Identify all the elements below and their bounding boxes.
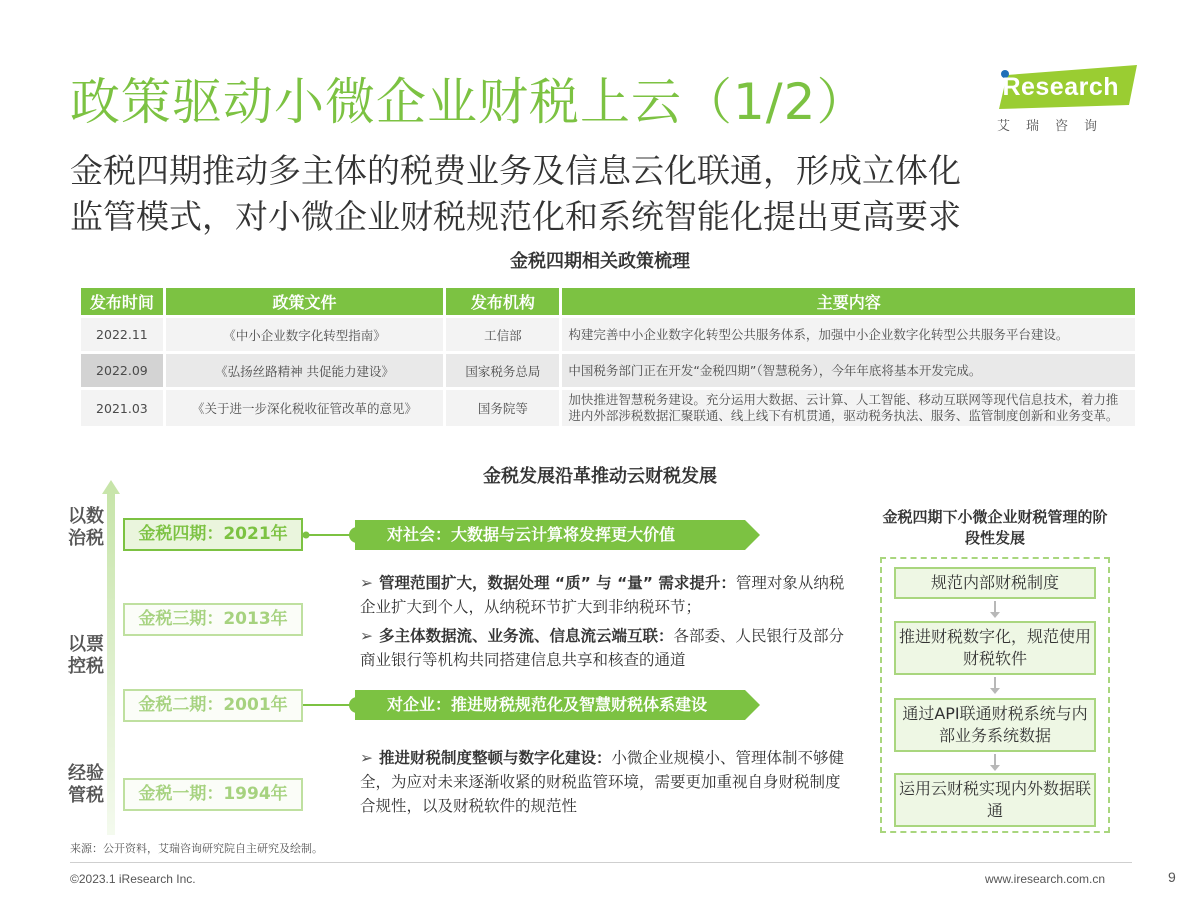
bullet-body: 管理对象从纳税企业扩大到个人，从纳税环节扩大到非纳税环节； — [360, 574, 845, 616]
table-row — [81, 354, 1135, 387]
bullet-multi-subject — [360, 624, 855, 672]
table-row — [81, 318, 1135, 351]
source-note: 来源：公开资料，艾瑞咨询研究院自主研究及绘制。 — [70, 842, 323, 855]
bullet-arrow-icon: ➢ — [360, 749, 373, 767]
cell-date: 2022.09 — [81, 354, 163, 387]
footer-divider — [70, 862, 1132, 863]
logo-brand: iResearch — [995, 73, 1120, 101]
bullet-head: 推进财税制度整顿与数字化建设： — [379, 749, 612, 767]
cell-doc: 《弘扬丝路精神 共促能力建设》 — [166, 354, 444, 387]
col-header-content: 主要内容 — [562, 288, 1135, 315]
cell-content: 中国税务部门正在开发“金税四期”（智慧税务），今年年底将基本开发完成。 — [562, 354, 1135, 387]
axis-label-invoice: 以票控税 — [68, 634, 104, 677]
subtitle-line-1: 金税四期推动多主体的税费业务及信息云化联通，形成立体化 — [70, 151, 961, 190]
side-step-3: 通过API联通财税系统与内部业务系统数据 — [894, 698, 1096, 752]
stage-golden-tax-1: 金税一期：1994年 — [123, 778, 303, 811]
down-arrowhead-icon — [990, 765, 1000, 771]
cell-org: 工信部 — [446, 318, 559, 351]
cell-org: 国务院等 — [446, 390, 559, 426]
table-row — [81, 390, 1135, 426]
iresearch-logo — [985, 63, 1145, 133]
stage-golden-tax-2: 金税二期：2001年 — [123, 689, 303, 722]
cell-doc: 《中小企业数字化转型指南》 — [166, 318, 444, 351]
col-header-org: 发布机构 — [446, 288, 559, 315]
col-header-date: 发布时间 — [81, 288, 163, 315]
bullet-body: 各部委、人民银行及部分商业银行等机构共同搭建信息共享和核查的通道 — [360, 627, 845, 669]
bullet-head: 管理范围扩大，数据处理 “质” 与 “量” 需求提升： — [379, 574, 736, 592]
axis-label-experience: 经验管税 — [68, 763, 104, 806]
policy-table-header-row — [81, 288, 1135, 315]
page-number: 9 — [1168, 869, 1176, 885]
down-arrowhead-icon — [990, 688, 1000, 694]
stage-golden-tax-3: 金税三期：2013年 — [123, 603, 303, 636]
bullet-digitalization — [360, 746, 855, 818]
side-step-2: 推进财税数字化，规范使用财税软件 — [894, 621, 1096, 675]
cell-content: 构建完善中小企业数字化转型公共服务体系，加强中小企业数字化转型公共服务平台建设。 — [562, 318, 1135, 351]
bullet-arrow-icon: ➢ — [360, 627, 373, 645]
down-arrowhead-icon — [990, 612, 1000, 618]
banner-society: 对社会：大数据与云计算将发挥更大价值 — [387, 525, 676, 544]
website-url: www.iresearch.com.cn — [985, 872, 1106, 886]
side-panel-title: 金税四期下小微企业财税管理的阶段性发展 — [882, 508, 1108, 547]
side-step-1: 规范内部财税制度 — [894, 567, 1096, 599]
cell-content: 加快推进智慧税务建设。充分运用大数据、云计算、人工智能、移动互联网等现代信息技术，着力推进内外部涉税数据汇聚联通、线上线下有机贯通，驱动税务执法、服务、监管制度创新和业务变革。 — [562, 390, 1135, 426]
cell-date: 2021.03 — [81, 390, 163, 426]
policy-table — [78, 285, 1138, 429]
cell-date: 2022.11 — [81, 318, 163, 351]
page-subtitle — [70, 148, 1170, 240]
axis-label-data: 以数治税 — [68, 506, 104, 549]
subtitle-line-2: 监管模式，对小微企业财税规范化和系统智能化提出更高要求 — [70, 197, 961, 236]
bullet-scope — [360, 571, 855, 619]
cell-org: 国家税务总局 — [446, 354, 559, 387]
banner-enterprise: 对企业：推进财税规范化及智慧财税体系建设 — [387, 695, 708, 714]
timeline-title: 金税发展沿革推动云财税发展 — [483, 466, 717, 487]
bullet-body: 小微企业规模小、管理体制不够健全，为应对未来逐渐收紧的财税监管环境，需要更加重视自身财税制度合规性，以及财税软件的规范性 — [360, 749, 845, 815]
cell-doc: 《关于进一步深化税收征管改革的意见》 — [166, 390, 444, 426]
copyright: ©2023.1 iResearch Inc. — [70, 872, 196, 886]
col-header-doc: 政策文件 — [166, 288, 444, 315]
policy-table-title: 金税四期相关政策梳理 — [510, 251, 690, 272]
side-step-4: 运用云财税实现内外数据联通 — [894, 773, 1096, 827]
bullet-arrow-icon: ➢ — [360, 574, 373, 592]
stage-golden-tax-4: 金税四期：2021年 — [123, 518, 303, 551]
logo-sub: 艾瑞咨询 — [997, 119, 1114, 134]
page-title: 政策驱动小微企业财税上云（1/2） — [70, 73, 868, 131]
bullet-head: 多主体数据流、业务流、信息流云端互联： — [379, 627, 674, 645]
